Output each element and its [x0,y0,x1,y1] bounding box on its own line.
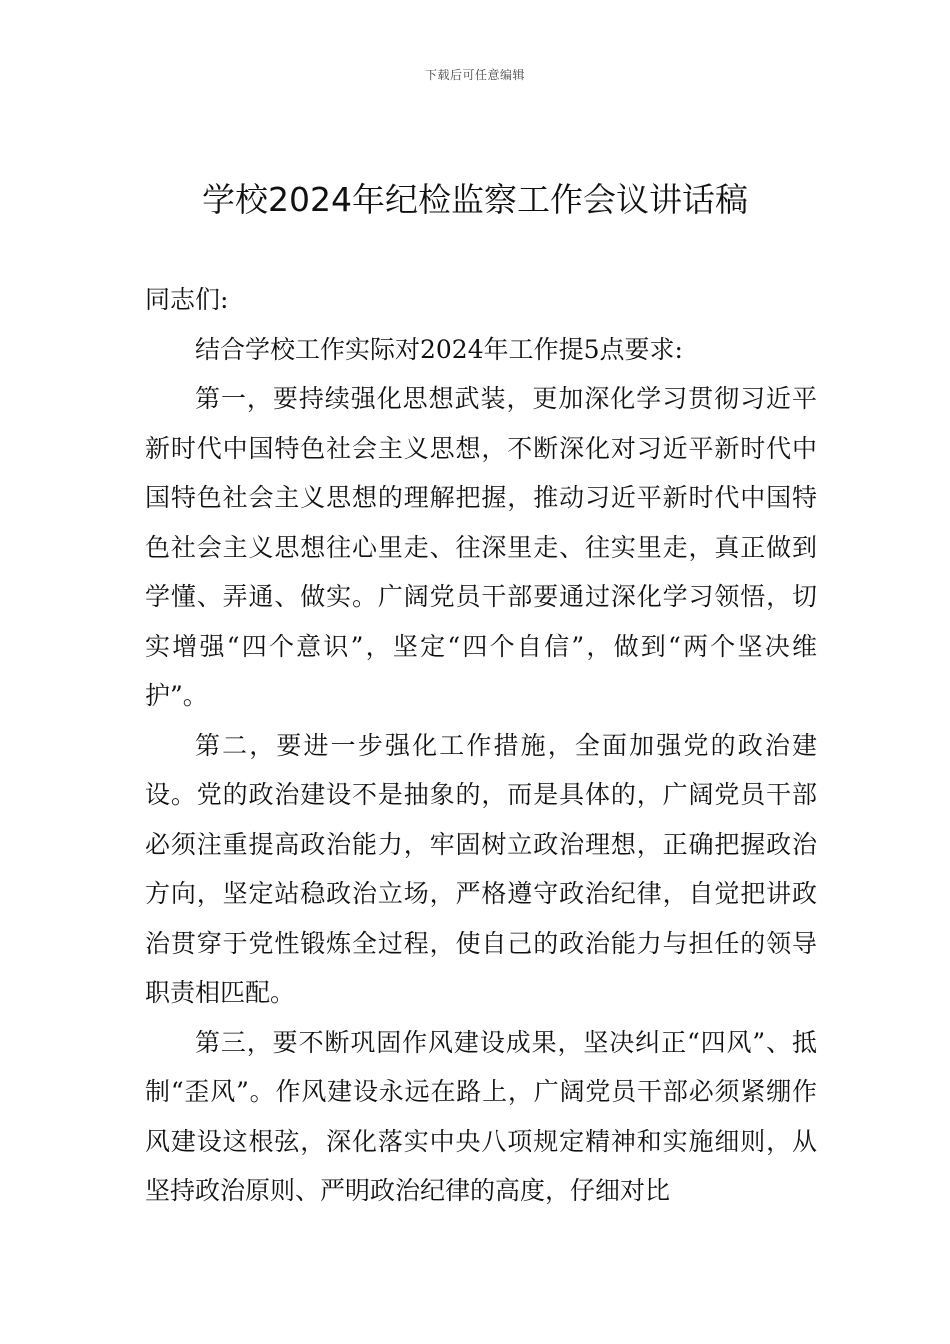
paragraph-first: 第一，要持续强化思想武装，更加深化学习贯彻习近平新时代中国特色社会主义思想，不断深化对习近平新时代中国特色社会主义思想的理解把握，推动习近平新时代中国特色社会主义思想往心里走、往深里走、往实里走，真正做到学懂、弄通、做实。广阔党员干部要通过深化学习领悟，切实增强“四个意识”，坚定“四个自信”，做到“两个坚决维护”。 [145,384,817,710]
paragraph-third: 第三，要不断巩固作风建设成果，坚决纠正“四风”、抵制“歪风”。作风建设永远在路上，广阔党员干部必须紧绷作风建设这根弦，深化落实中央八项规定精神和实施细则，从坚持政治原则、严明政治纪律的高度，仔细对比 [145,1027,817,1205]
header-note: 下载后可任意编辑 [424,68,525,82]
salutation: 同志们: [145,285,229,314]
document-body [145,275,817,1216]
paragraph-intro: 结合学校工作实际对2024年工作提5点要求: [195,334,683,364]
document-title: 学校2024年纪检监察工作会议讲话稿 [202,180,748,219]
paragraph-second: 第二，要进一步强化工作措施，全面加强党的政治建设。党的政治建设不是抽象的，而是具体的，广阔党员干部必须注重提高政治能力，牢固树立政治理想，正确把握政治方向，坚定站稳政治立场，严格遵守政治纪律，自觉把讲政治贯穿于党性锻炼全过程，使自己的政治能力与担任的领导职责相匹配。 [145,730,817,1007]
